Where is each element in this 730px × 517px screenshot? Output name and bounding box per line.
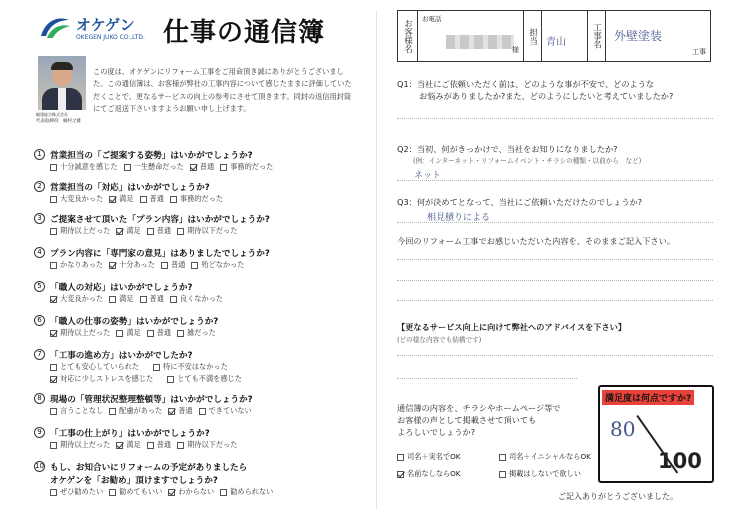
- answer-option[interactable]: [50, 162, 118, 172]
- question-number: 9: [34, 427, 45, 438]
- checkbox[interactable]: [170, 296, 177, 303]
- advice-subtext: (どの様な内容でも結構です): [397, 336, 482, 344]
- option-label: 普通: [199, 162, 215, 171]
- answer-option[interactable]: [168, 487, 214, 497]
- checkbox[interactable]: [116, 330, 123, 337]
- option-label: 期待以上だった: [60, 328, 111, 337]
- question-number: 7: [34, 349, 45, 360]
- work-name-label: 工事名: [591, 23, 602, 49]
- checkbox[interactable]: [397, 454, 404, 461]
- checkbox[interactable]: [147, 228, 154, 235]
- publish-question: 通信簿の内容を、チラシやホームページ等で お客様の声として掲載させて頂いても よろしいでしょうか?: [397, 403, 561, 437]
- q3-answer[interactable]: 相見積りによる: [427, 213, 491, 223]
- answer-line[interactable]: [397, 378, 577, 379]
- q4-text: 今回のリフォーム工事でお感じいただいた内容を、そのままご記入下さい。: [397, 236, 675, 246]
- answer-option[interactable]: [190, 162, 214, 172]
- answer-option[interactable]: [220, 162, 273, 172]
- answer-option[interactable]: [50, 328, 110, 338]
- option-label: 一生懸命だった: [133, 162, 184, 171]
- question-text: 現場の「管理状況整理整頓等」はいかがでしょうか?: [50, 394, 253, 405]
- q2-answer[interactable]: ネット: [414, 171, 442, 181]
- checked-checkbox[interactable]: [109, 262, 116, 269]
- answer-option[interactable]: [168, 406, 192, 416]
- option-label: 大変良かった: [60, 294, 104, 303]
- question-8: [34, 392, 374, 417]
- question-number: 10: [35, 462, 44, 470]
- option-row: [50, 293, 374, 305]
- answer-option[interactable]: [50, 260, 103, 270]
- answer-option[interactable]: [167, 374, 242, 384]
- checked-checkbox[interactable]: [397, 471, 404, 478]
- answer-option[interactable]: [170, 294, 223, 304]
- option-label: 満足: [119, 194, 134, 203]
- answer-line[interactable]: [397, 222, 713, 223]
- option-label: ぜひ勧めたい: [60, 487, 104, 496]
- publish-option[interactable]: [499, 452, 595, 462]
- checkbox[interactable]: [50, 164, 57, 171]
- checkbox[interactable]: [124, 164, 131, 171]
- score-max: 100: [658, 449, 702, 473]
- question-number: 6: [34, 315, 45, 326]
- question-number: 5: [34, 281, 45, 292]
- option-label: 期待以上だった: [60, 440, 111, 449]
- work-suffix: 工事: [692, 48, 706, 56]
- checkbox[interactable]: [50, 489, 57, 496]
- option-label: 配慮があった: [119, 406, 163, 415]
- checkbox[interactable]: [177, 442, 184, 449]
- question-heading: [34, 460, 374, 473]
- question-text-line2: オケゲンを「お勧め」頂けますでしょうか?: [50, 475, 218, 486]
- option-row: [50, 327, 374, 339]
- president-photo: [38, 56, 86, 110]
- checkbox[interactable]: [147, 330, 154, 337]
- answer-option[interactable]: [170, 194, 223, 204]
- checkbox[interactable]: [153, 364, 160, 371]
- checkbox[interactable]: [199, 408, 206, 415]
- checkbox[interactable]: [170, 196, 177, 203]
- photo-caption-name: 代表取締役 桶村之雄: [36, 119, 81, 124]
- customer-name-label: お客様名: [402, 19, 413, 53]
- checkbox[interactable]: [50, 408, 57, 415]
- question-heading: [34, 246, 374, 259]
- answer-option[interactable]: [140, 194, 164, 204]
- question-heading: [34, 348, 374, 361]
- answer-option[interactable]: [147, 226, 171, 236]
- question-number: 2: [34, 181, 45, 192]
- answer-option[interactable]: [177, 440, 237, 450]
- answer-option[interactable]: [50, 374, 153, 384]
- logo-mark-icon: [38, 16, 72, 42]
- logo-name: オケゲン: [76, 16, 135, 34]
- question-1: [34, 148, 374, 173]
- option-label: 普通: [149, 194, 164, 203]
- answer-option[interactable]: [50, 440, 110, 450]
- answer-option[interactable]: [116, 328, 140, 338]
- option-label: 殆どなかった: [201, 260, 245, 269]
- checkbox[interactable]: [499, 454, 506, 461]
- option-label: 普通: [156, 226, 172, 235]
- checkbox[interactable]: [50, 442, 57, 449]
- option-row: [50, 161, 374, 173]
- option-row: [50, 225, 374, 237]
- publish-option-row: [397, 469, 601, 479]
- question-number: 4: [34, 247, 45, 258]
- photo-caption-company: 桶建総合株式会社: [36, 112, 68, 117]
- option-label: 満足: [126, 440, 141, 449]
- score-question: 満足度は何点ですか?: [602, 390, 694, 405]
- question-10: [34, 460, 374, 498]
- q3-text: Q3：何が決めてとなって、当社にご依頼いただけたのでしょうか?: [397, 197, 643, 207]
- answer-line[interactable]: [397, 180, 713, 181]
- option-label: 期待以下だった: [187, 440, 238, 449]
- option-label: 対応に少しストレスを感じた: [60, 374, 154, 383]
- checkbox[interactable]: [147, 442, 154, 449]
- checked-checkbox[interactable]: [50, 296, 57, 303]
- publish-option[interactable]: [499, 469, 595, 479]
- checkbox[interactable]: [191, 262, 198, 269]
- option-label: 期待以上だった: [60, 226, 111, 235]
- option-row: [50, 361, 374, 373]
- option-label: 大変良かった: [60, 194, 104, 203]
- checkbox[interactable]: [177, 330, 184, 337]
- question-text: 「工事の進め方」はいかがでしたか?: [50, 350, 193, 361]
- checkbox[interactable]: [50, 262, 57, 269]
- answer-line[interactable]: [397, 118, 713, 119]
- option-label: 満足: [119, 294, 134, 303]
- q2-example: (例：インターネット・リフォームイベント・チラシの種類・以前から など): [413, 157, 642, 165]
- question-5: [34, 280, 374, 305]
- checkbox[interactable]: [220, 489, 227, 496]
- checked-checkbox[interactable]: [116, 442, 123, 449]
- option-label: 勧められない: [230, 487, 274, 496]
- option-label: できていない: [208, 406, 252, 415]
- checkbox[interactable]: [50, 228, 57, 235]
- option-label: 普通: [178, 406, 193, 415]
- question-text: 「職人の仕事の姿勢」はいかがでしょうか?: [50, 316, 219, 327]
- question-text: ご提案させて頂いた「プラン内容」はいかがでしょうか?: [50, 214, 270, 225]
- tel-label: お電話: [422, 15, 442, 23]
- question-text: 営業担当の「対応」はいかがでしょうか?: [50, 182, 210, 193]
- answer-option[interactable]: [109, 260, 155, 270]
- checkbox[interactable]: [50, 364, 57, 371]
- honorific-label: 様: [512, 46, 519, 54]
- answer-option[interactable]: [109, 487, 162, 497]
- intro-text: この度は、オケゲンにリフォーム工事をご用命頂き誠にありがとうございました。この通信簿は、お客様が弊社の工事内容について感じたままに評価していただくことで、更なるサービスの向上の参考にさせて頂きます。同封の返信用封筒にてご返送下さいますようお願い申し上げます。: [93, 67, 352, 114]
- answer-option[interactable]: [153, 362, 228, 372]
- option-label: 掲載はしないで欲しい: [509, 469, 581, 478]
- option-label: とても不満を感じた: [177, 374, 242, 383]
- option-label: 司名＋イニシャルならOK: [509, 452, 591, 461]
- question-text: もし、お知合いにリフォームの予定がありましたら: [50, 462, 248, 473]
- answer-option[interactable]: [161, 260, 185, 270]
- question-heading: [34, 392, 374, 405]
- option-row: [50, 193, 374, 205]
- page-title: 仕事の通信簿: [163, 18, 326, 48]
- question-9: [34, 426, 374, 451]
- option-label: 普通: [156, 328, 172, 337]
- answer-option[interactable]: [50, 406, 103, 416]
- checkbox[interactable]: [499, 471, 506, 478]
- option-label: かなりあった: [60, 260, 104, 269]
- checked-checkbox[interactable]: [50, 330, 57, 337]
- checkbox[interactable]: [167, 376, 174, 383]
- answer-line[interactable]: [397, 300, 713, 301]
- checked-checkbox[interactable]: [109, 196, 116, 203]
- question-text: 「職人の対応」はいかがでしょうか?: [50, 282, 193, 293]
- option-label: 言うことなし: [60, 406, 104, 415]
- answer-option[interactable]: [109, 294, 133, 304]
- publish-option[interactable]: [397, 469, 493, 479]
- option-label: 普通: [149, 294, 164, 303]
- option-label: 事務的だった: [179, 194, 224, 203]
- customer-info-header: [397, 10, 711, 62]
- logo-subtitle: OKEGEN JUKO CO.,LTD.: [76, 34, 145, 41]
- question-2: [34, 180, 374, 205]
- question-heading: [34, 314, 374, 327]
- answer-line[interactable]: [397, 259, 713, 260]
- answer-option[interactable]: [147, 440, 171, 450]
- answer-option[interactable]: [220, 487, 273, 497]
- checked-checkbox[interactable]: [50, 376, 57, 383]
- option-label: 十分あった: [119, 260, 155, 269]
- option-label: 満足: [126, 328, 141, 337]
- checkbox[interactable]: [220, 164, 227, 171]
- answer-option[interactable]: [177, 226, 237, 236]
- option-row: [50, 486, 374, 498]
- option-label: 良くなかった: [179, 294, 224, 303]
- option-row: [50, 405, 374, 417]
- answer-option[interactable]: [124, 162, 184, 172]
- checkbox[interactable]: [161, 262, 168, 269]
- question-number: 8: [34, 393, 45, 404]
- question-3: [34, 212, 374, 237]
- answer-option[interactable]: [177, 328, 216, 338]
- checked-checkbox[interactable]: [168, 489, 175, 496]
- answer-option[interactable]: [50, 294, 103, 304]
- option-label: 勧めてもいい: [119, 487, 163, 496]
- answer-option[interactable]: [109, 194, 133, 204]
- question-heading: [34, 426, 374, 439]
- thanks-text: ご記入ありがとうございました。: [558, 492, 678, 501]
- option-label: 特に不安はなかった: [163, 362, 228, 371]
- score-box: [598, 385, 714, 483]
- option-row: [50, 439, 374, 451]
- question-text: プラン内容に「専門家の意見」はありましたでしょうか?: [50, 248, 270, 259]
- question-text: 営業担当の「ご提案する姿勢」はいかがでしょうか?: [50, 150, 253, 161]
- checked-checkbox[interactable]: [190, 164, 197, 171]
- answer-option[interactable]: [109, 406, 162, 416]
- option-label: とても安心していられた: [60, 362, 140, 371]
- option-label: 普通: [170, 260, 186, 269]
- checkbox[interactable]: [177, 228, 184, 235]
- answer-option[interactable]: [50, 226, 110, 236]
- option-label: 名前なしならOK: [407, 469, 461, 478]
- q1-text: Q1：当社にご依頼いただく前は、どのような事が不安で、どのような お悩みがありましたか?また、どのようにしたいと考えていましたか?: [397, 79, 674, 101]
- option-row: [50, 373, 374, 385]
- option-label: 事務的だった: [230, 162, 274, 171]
- answer-option[interactable]: [50, 194, 103, 204]
- answer-option[interactable]: [199, 406, 252, 416]
- question-heading: [34, 280, 374, 293]
- question-4: [34, 246, 374, 271]
- work-name-value[interactable]: 外壁塗装: [614, 29, 663, 43]
- answer-option[interactable]: [50, 487, 103, 497]
- redacted-customer-name: [446, 35, 514, 49]
- option-label: 普通: [156, 440, 172, 449]
- answer-option[interactable]: [50, 362, 139, 372]
- checkbox[interactable]: [140, 196, 147, 203]
- option-label: 満足: [126, 226, 141, 235]
- checkbox[interactable]: [140, 296, 147, 303]
- option-row: [50, 259, 374, 271]
- answer-option[interactable]: [147, 328, 171, 338]
- option-label: 雑だった: [187, 328, 216, 337]
- answer-line[interactable]: [397, 355, 713, 356]
- checked-checkbox[interactable]: [116, 228, 123, 235]
- checkbox[interactable]: [50, 196, 57, 203]
- question-6: [34, 314, 374, 339]
- column-divider: [376, 10, 377, 510]
- answer-option[interactable]: [140, 294, 164, 304]
- answer-option[interactable]: [116, 226, 140, 236]
- answer-option[interactable]: [116, 440, 140, 450]
- advice-heading: 【更なるサービス向上に向けて弊社へのアドバイスを下さい】: [397, 322, 627, 332]
- company-logo: [38, 14, 158, 50]
- score-value[interactable]: 80: [610, 417, 636, 441]
- question-text: 「工事の仕上がり」はいかがでしょうか?: [50, 428, 210, 439]
- q2-text: Q2：当初、何がきっかけで、当社をお知りになりましたか? (例：インターネット・リフォームイベント・チラシの種類・以前から など): [397, 143, 715, 167]
- question-7: [34, 348, 374, 385]
- option-label: 司名＋実名でOK: [407, 452, 461, 461]
- answer-option[interactable]: [191, 260, 244, 270]
- staff-label: 担当: [527, 27, 538, 45]
- checkbox[interactable]: [109, 296, 116, 303]
- option-label: 十分誠意を感じた: [60, 162, 118, 171]
- question-heading: [34, 212, 374, 225]
- question-number: 1: [34, 149, 45, 160]
- staff-value[interactable]: 青山: [546, 37, 566, 48]
- checked-checkbox[interactable]: [168, 408, 175, 415]
- question-heading: [34, 148, 374, 161]
- publish-option[interactable]: [397, 452, 493, 462]
- question-heading: [34, 180, 374, 193]
- answer-line[interactable]: [397, 280, 713, 281]
- question-number: 3: [34, 213, 45, 224]
- option-label: 期待以下だった: [187, 226, 238, 235]
- checkbox[interactable]: [109, 489, 116, 496]
- checkbox[interactable]: [109, 408, 116, 415]
- publish-option-row: [397, 452, 601, 462]
- option-label: わからない: [178, 487, 215, 496]
